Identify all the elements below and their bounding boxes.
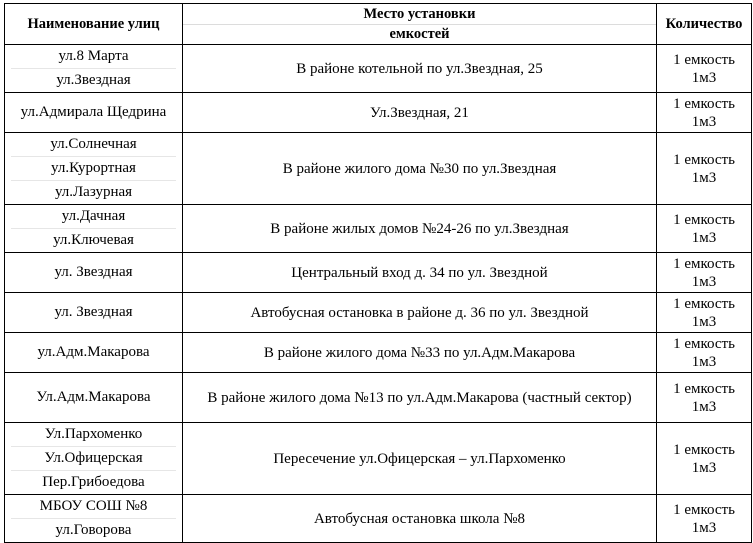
place-cell: В районе жилого дома №33 по ул.Адм.Макарова: [183, 333, 657, 373]
qty-cell: [657, 133, 752, 205]
header-place-line2: емкостей: [389, 26, 450, 42]
table-row: [5, 45, 752, 93]
qty-cell: [657, 253, 752, 293]
place-cell: В районе жилых домов №24-26 по ул.Звездная: [183, 205, 657, 253]
qty-count: 1 емкость: [673, 501, 735, 518]
street-name: Пер.Грибоедова: [42, 474, 145, 490]
street-name: ул.Лазурная: [54, 184, 133, 200]
header-row: [5, 4, 752, 45]
header-street: Наименование улиц: [5, 4, 183, 45]
place-cell: Ул.Звездная, 21: [183, 93, 657, 133]
street-name: ул.Говорова: [55, 522, 132, 538]
street-name: ул. Звездная: [54, 264, 133, 280]
table-row: [5, 293, 752, 333]
header-place-line1: Место установки: [183, 5, 656, 25]
table-row: [5, 373, 752, 423]
table-row: [5, 133, 752, 205]
place-cell: В районе жилого дома №30 по ул.Звездная: [183, 133, 657, 205]
street-name: ул.Курортная: [11, 157, 176, 181]
qty-count: 1 емкость: [673, 255, 735, 272]
streets-cell: [5, 293, 183, 333]
table-row: [5, 205, 752, 253]
street-name: ул.Ключевая: [53, 232, 134, 248]
street-name: ул.Звездная: [56, 72, 131, 88]
qty-volume: 1м3: [691, 313, 717, 330]
street-name: ул. Звездная: [54, 304, 133, 320]
qty-count: 1 емкость: [673, 95, 735, 112]
street-name: Ул.Пархоменко: [11, 423, 176, 447]
place-cell: Центральный вход д. 34 по ул. Звездной: [183, 253, 657, 293]
qty-volume: 1м3: [691, 229, 717, 246]
streets-cell: [5, 495, 183, 543]
streets-cell: [5, 93, 183, 133]
qty-volume: 1м3: [691, 273, 717, 290]
qty-count: 1 емкость: [673, 51, 735, 68]
qty-count: 1 емкость: [673, 335, 735, 352]
qty-cell: [657, 45, 752, 93]
streets-cell: [5, 423, 183, 495]
streets-cell: [5, 45, 183, 93]
streets-cell: [5, 373, 183, 423]
street-name: ул.8 Марта: [11, 45, 176, 69]
street-name: Ул.Адм.Макарова: [36, 389, 151, 405]
qty-count: 1 емкость: [673, 295, 735, 312]
qty-cell: [657, 205, 752, 253]
qty-count: 1 емкость: [673, 211, 735, 228]
header-place: [183, 4, 657, 45]
qty-cell: [657, 423, 752, 495]
qty-volume: 1м3: [691, 113, 717, 130]
qty-cell: [657, 373, 752, 423]
streets-cell: [5, 133, 183, 205]
table-row: [5, 495, 752, 543]
containers-table: [4, 3, 752, 543]
qty-volume: 1м3: [691, 69, 717, 86]
qty-count: 1 емкость: [673, 380, 735, 397]
streets-cell: [5, 205, 183, 253]
place-cell: Пересечение ул.Офицерская – ул.Пархоменко: [183, 423, 657, 495]
place-cell: Автобусная остановка в районе д. 36 по ул. Звездной: [183, 293, 657, 333]
table-row: [5, 93, 752, 133]
header-qty: Количество: [657, 4, 752, 45]
qty-cell: [657, 293, 752, 333]
street-name: МБОУ СОШ №8: [11, 495, 176, 519]
qty-volume: 1м3: [691, 169, 717, 186]
qty-cell: [657, 495, 752, 543]
place-cell: В районе жилого дома №13 по ул.Адм.Макарова (частный сектор): [183, 373, 657, 423]
qty-volume: 1м3: [691, 519, 717, 536]
street-name: ул.Адм.Макарова: [37, 344, 150, 360]
place-cell: Автобусная остановка школа №8: [183, 495, 657, 543]
streets-cell: [5, 333, 183, 373]
table-row: [5, 423, 752, 495]
street-name: ул.Дачная: [11, 205, 176, 229]
place-cell: В районе котельной по ул.Звездная, 25: [183, 45, 657, 93]
table-row: [5, 333, 752, 373]
qty-count: 1 емкость: [673, 441, 735, 458]
qty-volume: 1м3: [691, 398, 717, 415]
street-name: Ул.Офицерская: [11, 447, 176, 471]
streets-cell: [5, 253, 183, 293]
qty-cell: [657, 93, 752, 133]
qty-volume: 1м3: [691, 353, 717, 370]
qty-cell: [657, 333, 752, 373]
qty-volume: 1м3: [691, 459, 717, 476]
qty-count: 1 емкость: [673, 151, 735, 168]
table-row: [5, 253, 752, 293]
street-name: ул.Адмирала Щедрина: [20, 104, 167, 120]
street-name: ул.Солнечная: [11, 133, 176, 157]
